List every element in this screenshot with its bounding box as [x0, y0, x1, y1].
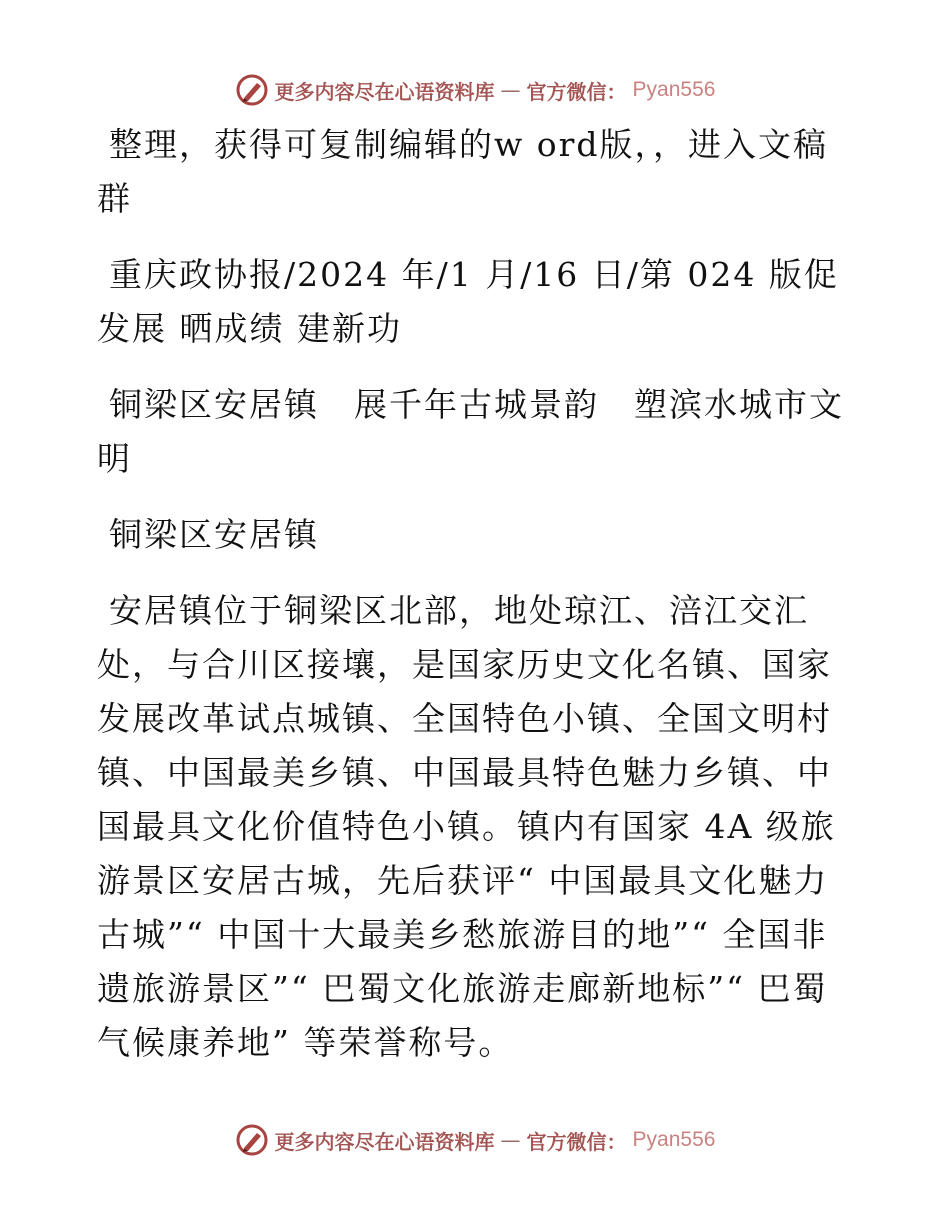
- paragraph-author: 铜梁区安居镇: [109, 515, 319, 554]
- footer-banner: [0, 1120, 950, 1160]
- pen-logo-icon: [235, 1123, 269, 1157]
- paragraph-headline: 铜梁区安居镇 展千年古城景韵 塑滨水城市文明: [97, 385, 844, 478]
- wechat-id: Pyan556: [632, 78, 716, 101]
- document-body: [97, 118, 852, 1092]
- wechat-label: 官方微信：: [526, 1129, 627, 1154]
- pen-logo-icon: [235, 73, 269, 107]
- banner-separator: —: [500, 78, 521, 102]
- wechat-label: 官方微信：: [526, 79, 627, 104]
- paragraph-source: 重庆政协报/2024 年/1 月/16 日/第 024 版促发展 晒成绩 建新功: [97, 255, 839, 348]
- banner-separator: —: [500, 1128, 521, 1152]
- wechat-id: Pyan556: [632, 1128, 716, 1151]
- paragraph-intro: 整理，获得可复制编辑的w ord版，，进入文稿群: [97, 125, 829, 218]
- paragraph-body: 安居镇位于铜梁区北部，地处琼江、涪江交汇处，与合川区接壤，是国家历史文化名镇、国家发展改革试点城镇、全国特色小镇、全国文明村镇、中国最美乡镇、中国最具特色魅力乡镇、中国最具文化价值特色小镇。镇内有国家 4A 级旅游景区安居古城，先后获评“ 中国最具文化魅力古城”“ 中国十大最美乡愁旅游目的地”“ 全国非遗旅游景区”“ 巴蜀文化旅游走廊新地标”“ 巴蜀气候康养地” 等荣誉称号。: [97, 591, 836, 1062]
- banner-text: 更多内容尽在心语资料库: [274, 1129, 495, 1154]
- banner-text: 更多内容尽在心语资料库: [274, 79, 495, 104]
- header-banner: [0, 70, 950, 110]
